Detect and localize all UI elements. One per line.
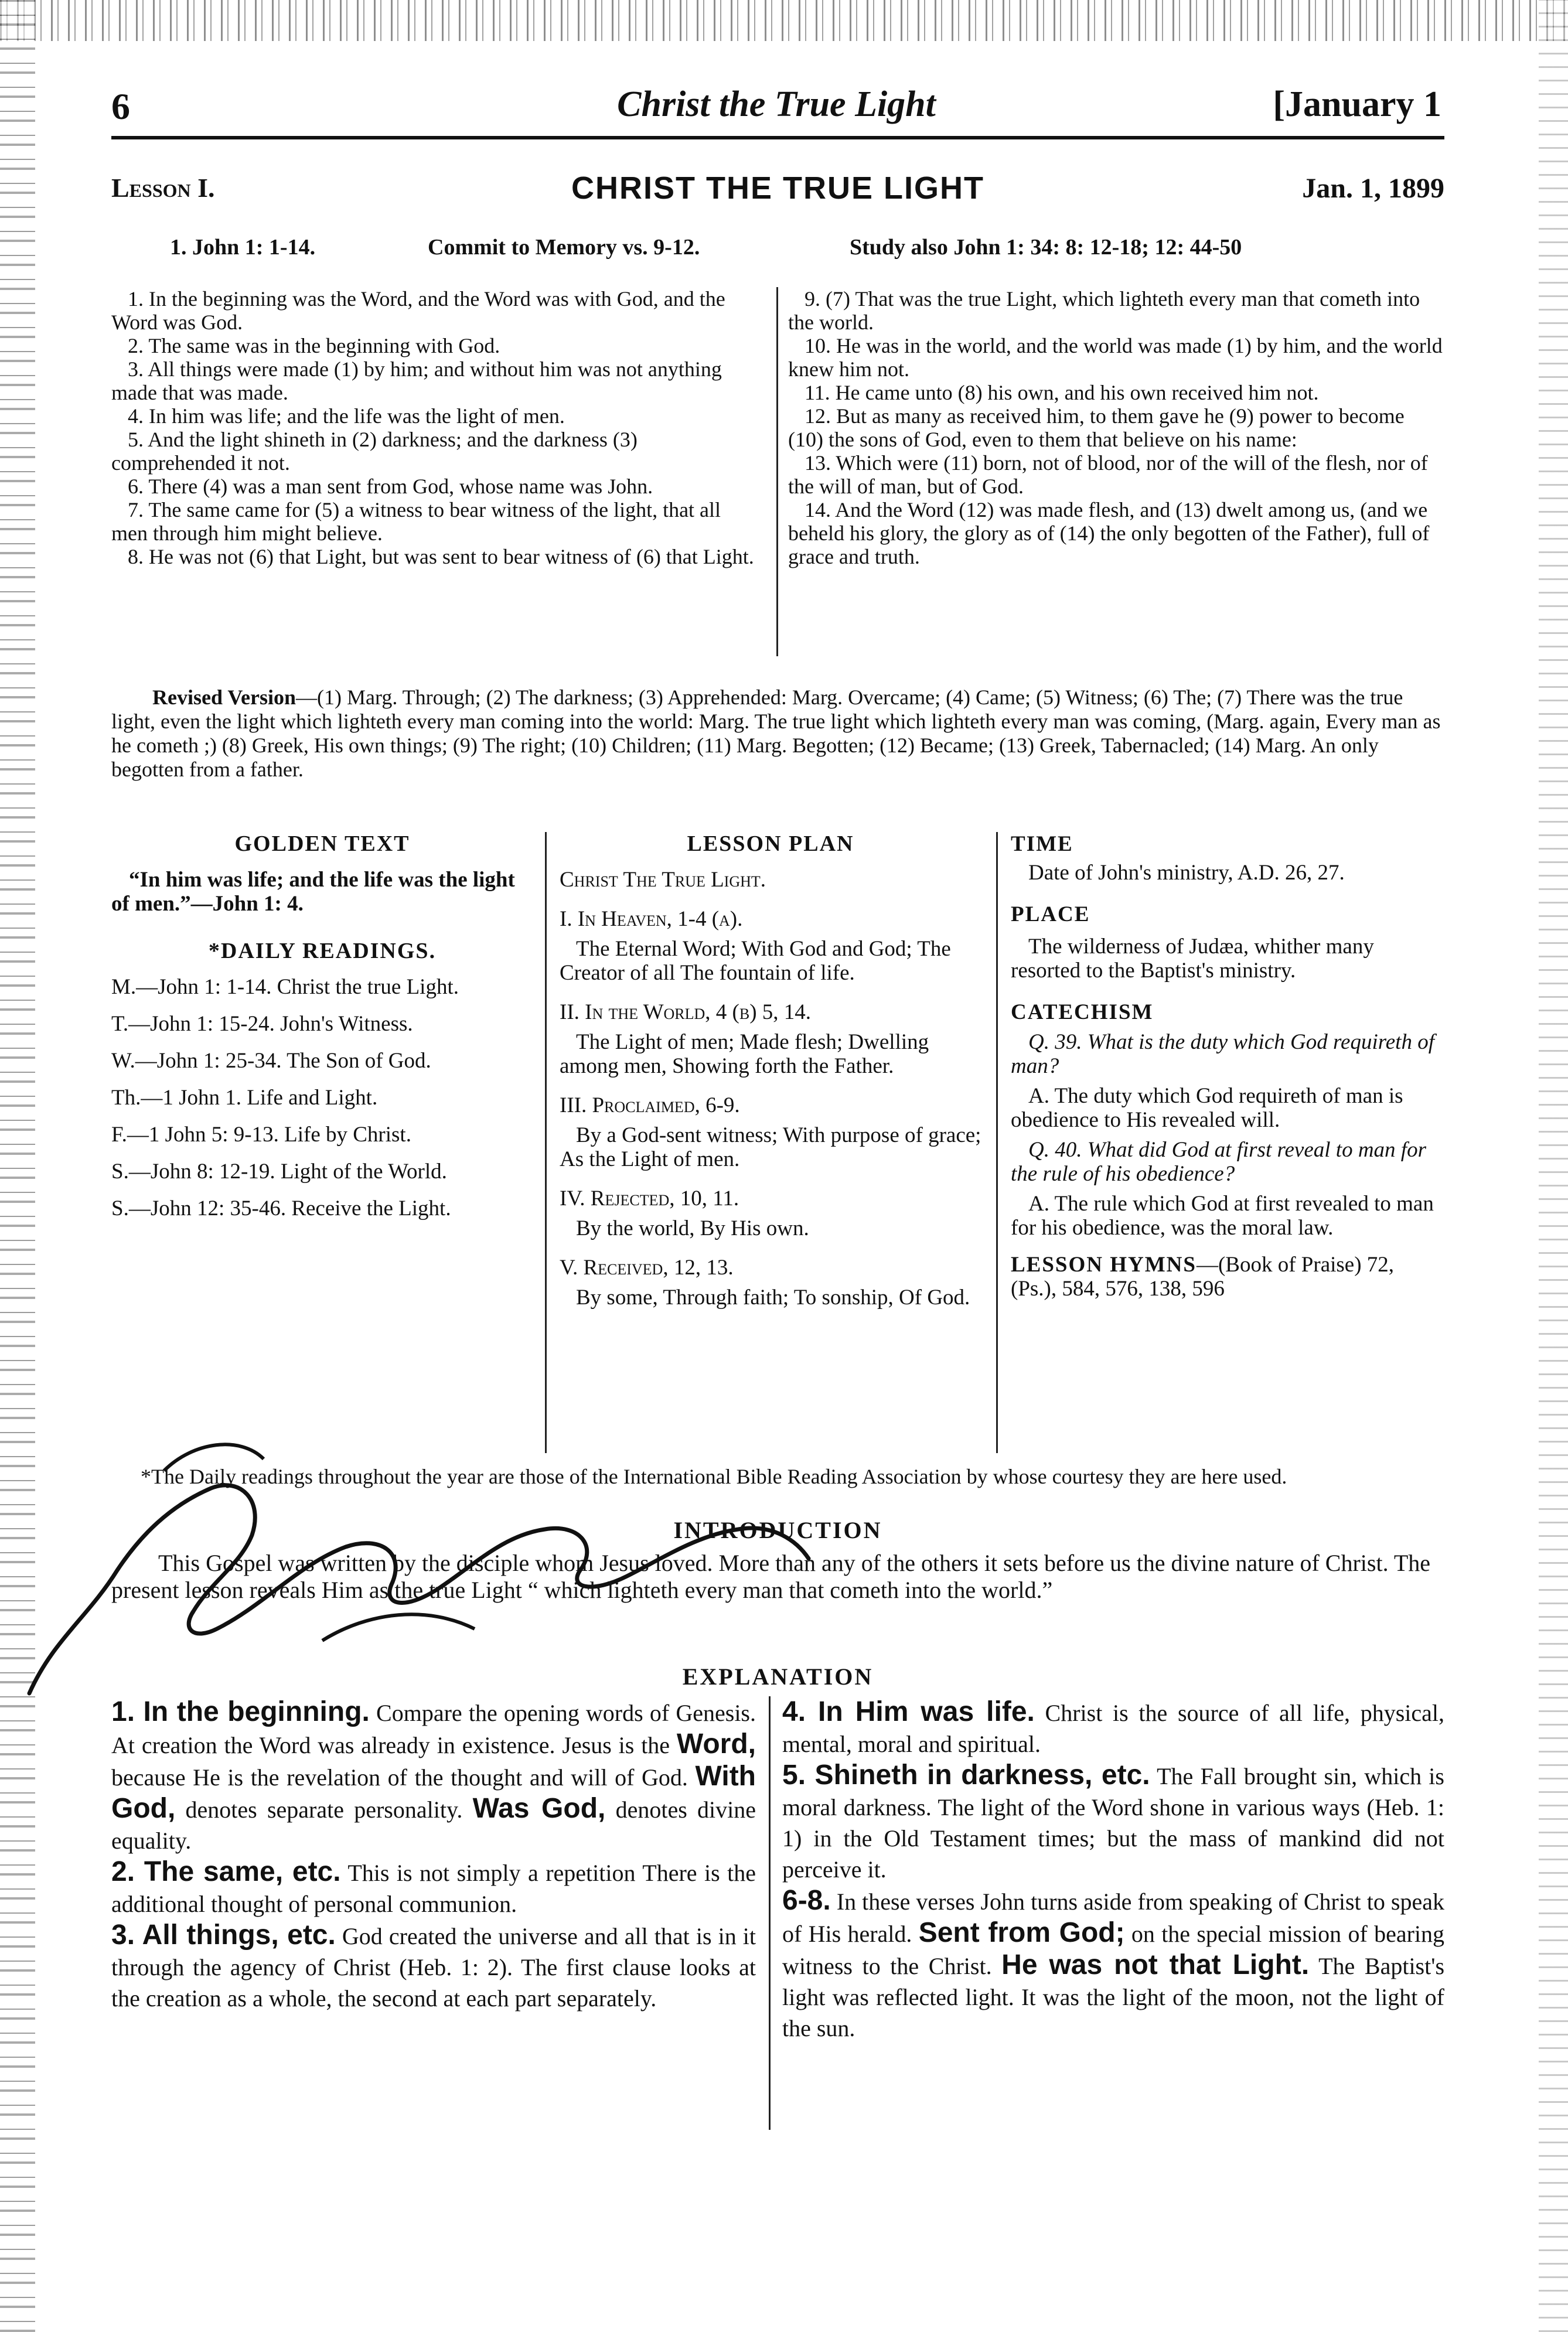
explanation-keyword: Sent from God; bbox=[918, 1917, 1125, 1948]
column-rule-3 bbox=[769, 1696, 771, 2130]
explanation-paragraph bbox=[111, 1920, 756, 2014]
reading-item: T.—John 1: 15-24. John's Witness. bbox=[111, 1012, 413, 1036]
explanation-paragraph bbox=[782, 1696, 1444, 1760]
scan-noise-top bbox=[0, 0, 1568, 41]
explanation-text: denotes divine equality. bbox=[111, 1796, 756, 1854]
plan-section-body: By some, Through faith; To sonship, Of God. bbox=[576, 1286, 970, 1310]
explanation-text: The Baptist's light was reflected light. It was the light of the moon, not the light of the sun. bbox=[782, 1953, 1445, 2041]
study-ref: Study also John 1: 34: 8: 12-18; 12: 44-50 bbox=[850, 235, 1242, 260]
hymns-heading: LESSON HYMNS bbox=[1011, 1253, 1197, 1277]
reading-item: W.—John 1: 25-34. The Son of God. bbox=[111, 1049, 431, 1073]
explanation-paragraph bbox=[111, 1856, 756, 1920]
revised-version-text: —(1) Marg. Through; (2) The darkness; (3) Apprehended: Marg. Overcame; (4) Came; (5) Witness; (6) The; (7) There was the true light, even the light which lighteth every man coming into the world: Marg. The true light which lighteth every man was coming, (Marg. again, Every man as he cometh ;) (8) Greek, His own things; (9) The right; (10) Children; (11) Marg. Begotten; (12) Became; (13) Greek, Tabernacled; (14) Marg. An only begotten from a father. bbox=[111, 686, 1441, 781]
scripture-left-column bbox=[111, 287, 762, 568]
explanation-lead: 5. Shineth in darkness, etc. bbox=[782, 1760, 1150, 1791]
explanation-lead: 3. All things, etc. bbox=[111, 1920, 336, 1951]
explanation-text: God created the universe and all that is in it through the agency of Christ (Heb. 1: 2). The first clause looks at the creation as a whole, the second at each part separately. bbox=[111, 1923, 756, 2011]
reading-item: F.—1 John 5: 9-13. Life by Christ. bbox=[111, 1123, 411, 1147]
plan-section-body: By a God-sent witness; With purpose of grace; As the Light of men. bbox=[560, 1123, 981, 1171]
explanation-paragraph bbox=[111, 1696, 756, 1856]
explanation-text: This is not simply a repetition There is the additional thought of personal communion. bbox=[111, 1860, 756, 1917]
header-rule bbox=[111, 136, 1444, 139]
verse: 12. But as many as received him, to them gave he (9) power to become (10) the sons of God, even to them that believe on his name: bbox=[788, 404, 1405, 451]
explanation-text: The Fall brought sin, which is moral darkness. The light of the Word shone in various ways (Heb. 1: 1) in the Old Testament times; but the mass of mankind did not perceive it. bbox=[782, 1763, 1444, 1883]
lesson-date: Jan. 1, 1899 bbox=[1302, 173, 1444, 204]
plan-section-body: By the world, By His own. bbox=[576, 1216, 809, 1240]
reading-item: S.—John 8: 12-19. Light of the World. bbox=[111, 1160, 447, 1184]
time-heading: TIME bbox=[1011, 832, 1073, 856]
time-place-column bbox=[1011, 832, 1444, 1301]
plan-section-body: The Light of men; Made flesh; Dwelling among men, Showing forth the Father. bbox=[560, 1030, 929, 1078]
hymns-text: —(Book of Praise) 72, (Ps.), 584, 576, 138, 596 bbox=[1011, 1253, 1395, 1301]
verse: 2. The same was in the beginning with God. bbox=[128, 334, 500, 357]
verse: 6. There (4) was a man sent from God, whose name was John. bbox=[128, 475, 653, 498]
explanation-text: Compare the opening words of Genesis. At creation the Word was already in existence. Jesus is the bbox=[111, 1700, 756, 1758]
verse: 14. And the Word (12) was made flesh, and (13) dwelt among us, (and we beheld his glory, the glory as of (14) the only begotten of the Father), full of grace and truth. bbox=[788, 498, 1430, 568]
lesson-plan-subtitle: Christ The True Light. bbox=[560, 868, 766, 892]
golden-text-heading: GOLDEN TEXT bbox=[234, 831, 410, 856]
reading-item: Th.—1 John 1. Life and Light. bbox=[111, 1086, 378, 1110]
explanation-text: denotes separate personality. bbox=[175, 1796, 473, 1823]
explanation-text: Christ is the source of all life, physical, mental, moral and spiritual. bbox=[782, 1700, 1445, 1757]
running-title: Christ the True Light bbox=[617, 84, 936, 124]
column-divider bbox=[776, 287, 778, 656]
verse: 4. In him was life; and the life was the light of men. bbox=[128, 404, 565, 428]
explanation-text: In these verses John turns aside from speaking of Christ to speak of His herald. bbox=[782, 1888, 1444, 1947]
reading-item: S.—John 12: 35-46. Receive the Light. bbox=[111, 1196, 451, 1220]
explanation-keyword: With God, bbox=[111, 1761, 756, 1824]
scripture-right-column bbox=[788, 287, 1444, 568]
daily-readings-heading: *DAILY READINGS. bbox=[208, 939, 437, 963]
explanation-left-column bbox=[111, 1696, 756, 2014]
lesson-number: Lesson I. bbox=[111, 173, 215, 203]
passage-ref: 1. John 1: 1-14. bbox=[170, 235, 316, 260]
catechism-answer: A. The rule which God at first revealed to man for his obedience, was the moral law. bbox=[1011, 1192, 1434, 1240]
scripture-references bbox=[170, 234, 1459, 264]
plan-section-title: IV. Rejected, 10, 11. bbox=[560, 1187, 739, 1211]
verse: 11. He came unto (8) his own, and his own received him not. bbox=[805, 381, 1319, 404]
revised-version-label: Revised Version bbox=[152, 686, 296, 709]
catechism-question: Q. 40. What did God at first reveal to man for the rule of his obedience? bbox=[1011, 1138, 1426, 1186]
memory-ref: Commit to Memory vs. 9-12. bbox=[428, 235, 700, 260]
lesson-hymns bbox=[1011, 1253, 1444, 1301]
explanation-keyword: Was God, bbox=[472, 1793, 606, 1824]
plan-section-title: I. In Heaven, 1-4 (a). bbox=[560, 907, 743, 931]
scan-noise-left bbox=[0, 0, 35, 2332]
column-rule-1 bbox=[545, 832, 547, 1453]
verse: 1. In the beginning was the Word, and the Word was with God, and the Word was God. bbox=[111, 287, 725, 334]
verse: 10. He was in the world, and the world was made (1) by him, and the world knew him not. bbox=[788, 334, 1443, 381]
explanation-heading: EXPLANATION bbox=[682, 1663, 874, 1690]
verse: 13. Which were (11) born, not of blood, nor of the will of the flesh, nor of the will of man, but of God. bbox=[788, 451, 1428, 498]
verse: 3. All things were made (1) by him; and without him was not anything made that was made. bbox=[111, 357, 722, 404]
running-head bbox=[111, 79, 1441, 132]
explanation-lead: 1. In the beginning. bbox=[111, 1696, 370, 1727]
place-text: The wilderness of Judæa, whither many resorted to the Baptist's ministry. bbox=[1011, 935, 1374, 983]
golden-text-quote: “In him was life; and the life was the light of men.”—John 1: 4. bbox=[111, 868, 515, 916]
verse: 8. He was not (6) that Light, but was sent to bear witness of (6) that Light. bbox=[128, 545, 754, 568]
verse: 5. And the light shineth in (2) darkness; and the darkness (3) comprehended it not. bbox=[111, 428, 638, 475]
place-heading: PLACE bbox=[1011, 902, 1090, 926]
lesson-heading bbox=[111, 170, 1444, 211]
explanation-text: on the special mission of bearing witness to the Christ. bbox=[782, 1921, 1445, 1979]
plan-section-title: V. Received, 12, 13. bbox=[560, 1256, 734, 1280]
catechism-heading: CATECHISM bbox=[1011, 1000, 1154, 1024]
handwritten-annotation bbox=[18, 1418, 838, 1699]
plan-section-title: III. Proclaimed, 6-9. bbox=[560, 1093, 740, 1117]
catechism-question: Q. 39. What is the duty which God requireth of man? bbox=[1011, 1030, 1434, 1078]
explanation-text: because He is the revelation of the thought and will of God. bbox=[111, 1764, 696, 1791]
catechism-answer: A. The duty which God requireth of man is obedience to His revealed will. bbox=[1011, 1084, 1403, 1132]
explanation-paragraph bbox=[782, 1760, 1444, 1885]
explanation-lead: 4. In Him was life. bbox=[782, 1696, 1035, 1727]
explanation-right-column bbox=[782, 1696, 1444, 2044]
explanation-lead: 2. The same, etc. bbox=[111, 1856, 341, 1887]
introduction-text: This Gospel was written by the disciple whom Jesus loved. More than any of the others it sets before us the divine nature of Christ. The present lesson reveals Him as the true Light “ which lighteth every man that cometh into the world.” bbox=[111, 1550, 1431, 1603]
daily-readings-footnote: *The Daily readings throughout the year are those of the International Bible Reading Association by whose courtesy they are here used. bbox=[141, 1465, 1287, 1488]
lesson-title: CHRIST THE TRUE LIGHT bbox=[571, 171, 984, 206]
scan-noise-right bbox=[1539, 0, 1568, 2332]
lesson-plan-heading: LESSON PLAN bbox=[687, 831, 854, 856]
verse: 9. (7) That was the true Light, which lighteth every man that cometh into the world. bbox=[788, 287, 1420, 334]
explanation-paragraph bbox=[782, 1885, 1444, 2044]
introduction-heading: INTRODUCTION bbox=[673, 1517, 882, 1543]
explanation-keyword: Word, bbox=[676, 1728, 756, 1760]
golden-text-column bbox=[111, 832, 533, 1233]
lesson-plan-column bbox=[560, 832, 981, 1310]
plan-section-title: II. In the World, 4 (b) 5, 14. bbox=[560, 1000, 812, 1024]
running-date: [January 1 bbox=[1273, 84, 1441, 124]
verse: 7. The same came for (5) a witness to bear witness of the light, that all men through him might believe. bbox=[111, 498, 721, 545]
explanation-lead: 6-8. bbox=[782, 1885, 831, 1916]
time-text: Date of John's ministry, A.D. 26, 27. bbox=[1028, 861, 1345, 885]
explanation-keyword: He was not that Light. bbox=[1001, 1949, 1310, 1980]
reading-item: M.—John 1: 1-14. Christ the true Light. bbox=[111, 975, 459, 999]
revised-version-notes bbox=[111, 686, 1444, 782]
plan-section-body: The Eternal Word; With God and God; The Creator of all The fountain of life. bbox=[560, 937, 951, 985]
page-number: 6 bbox=[111, 86, 130, 127]
column-rule-2 bbox=[996, 832, 998, 1453]
